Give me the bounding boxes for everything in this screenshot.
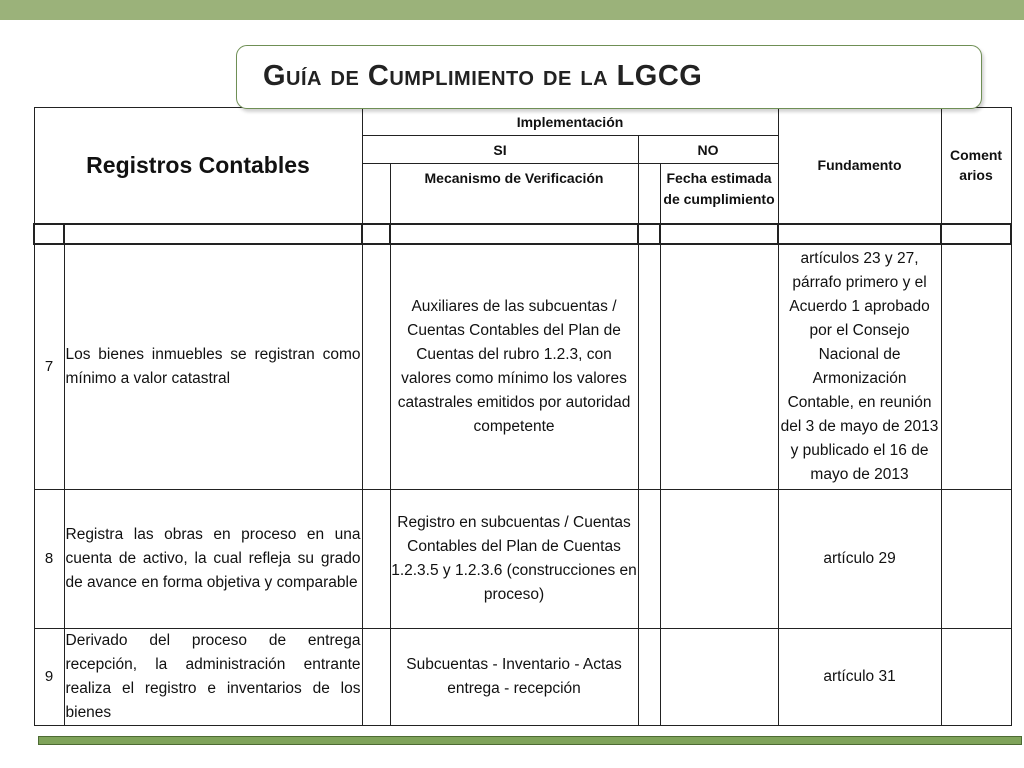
row-fundamento: artículos 23 y 27, párrafo primero y el Acuerdo 1 aprobado por el Consejo Nacional de Armonización Contable, en reunión del 3 de mayo de 2013 y publicado el 16 de mayo de 2013 bbox=[778, 244, 941, 490]
row-description: Registra las obras en proceso en una cuenta de activo, la cual refleja su grado de avance en forma objetiva y comparable bbox=[64, 490, 362, 629]
row-comentarios bbox=[941, 244, 1011, 490]
row-comentarios bbox=[941, 490, 1011, 629]
row-fundamento: artículo 29 bbox=[778, 490, 941, 629]
header-no: NO bbox=[638, 136, 778, 164]
header-mecanismo: Mecanismo de Verificación bbox=[390, 164, 638, 224]
table-row bbox=[34, 244, 1011, 490]
row-comentarios bbox=[941, 629, 1011, 726]
row-description: Derivado del proceso de entrega recepción, la administración entrante realiza el registro e inventarios de los bienes bbox=[64, 629, 362, 726]
row-number: 8 bbox=[34, 490, 64, 629]
bottom-decorative-band bbox=[38, 736, 1022, 745]
header-si-check bbox=[362, 164, 390, 224]
row-fecha bbox=[660, 244, 778, 490]
table-row bbox=[34, 490, 1011, 629]
compliance-table-wrapper bbox=[33, 107, 1010, 726]
header-fundamento: Fundamento bbox=[778, 108, 941, 224]
header-si: SI bbox=[362, 136, 638, 164]
row-mecanismo: Auxiliares de las subcuentas / Cuentas Contables del Plan de Cuentas del rubro 1.2.3, con valores como mínimo los valores catastrales emitidos por autoridad competente bbox=[390, 244, 638, 490]
row-no-check bbox=[638, 490, 660, 629]
row-fecha bbox=[660, 629, 778, 726]
top-decorative-band bbox=[0, 0, 1024, 20]
page-title: Guía de Cumplimiento de la LGCG bbox=[263, 60, 703, 92]
row-description: Los bienes inmuebles se registran como mínimo a valor catastral bbox=[64, 244, 362, 490]
title-box bbox=[236, 45, 982, 109]
table-row bbox=[34, 629, 1011, 726]
row-fecha bbox=[660, 490, 778, 629]
row-no-check bbox=[638, 244, 660, 490]
header-fecha: Fecha estimada de cumplimiento bbox=[660, 164, 778, 224]
row-si-check bbox=[362, 629, 390, 726]
compliance-table bbox=[33, 107, 1012, 726]
row-mecanismo: Registro en subcuentas / Cuentas Contables del Plan de Cuentas 1.2.3.5 y 1.2.3.6 (construcciones en proceso) bbox=[390, 490, 638, 629]
row-number: 7 bbox=[34, 244, 64, 490]
header-comentarios: Coment arios bbox=[941, 108, 1011, 224]
row-mecanismo: Subcuentas - Inventario - Actas entrega - recepción bbox=[390, 629, 638, 726]
row-si-check bbox=[362, 244, 390, 490]
row-no-check bbox=[638, 629, 660, 726]
row-number: 9 bbox=[34, 629, 64, 726]
spacer-row bbox=[34, 224, 1011, 244]
header-no-check bbox=[638, 164, 660, 224]
row-fundamento: artículo 31 bbox=[778, 629, 941, 726]
header-implementacion: Implementación bbox=[362, 108, 778, 136]
header-registros-contables: Registros Contables bbox=[34, 108, 362, 224]
row-si-check bbox=[362, 490, 390, 629]
